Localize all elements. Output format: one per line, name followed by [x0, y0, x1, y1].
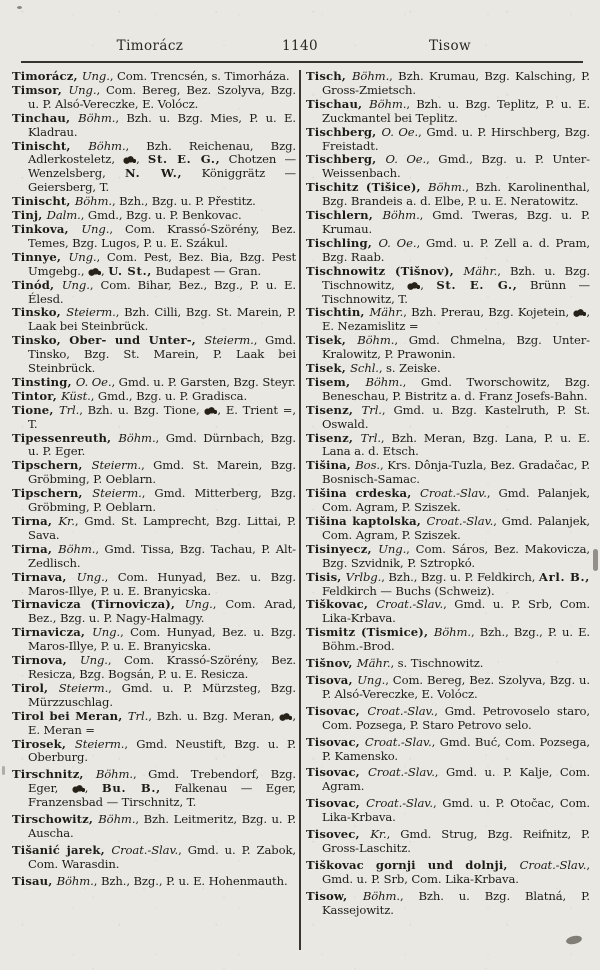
province-abbr: Ung.: [357, 672, 386, 687]
entry-headword: Tirol bei Meran,: [12, 708, 128, 723]
entry-text: , Krs. Dônja-Tuzla, Bez. Gradačac, P. Bosnisch-Samac.: [322, 458, 590, 487]
entry: [12, 432, 296, 460]
province-abbr: Steierm.: [91, 458, 142, 473]
entry: [12, 306, 296, 334]
entry-headword: Tinnye,: [12, 249, 69, 264]
province-abbr: Böhm.: [56, 873, 94, 888]
entry: [12, 710, 296, 738]
right-column: [306, 70, 590, 962]
entry-text: , Gmd. Chmelna, Bzg. Unter-Kralowitz, P. Prawonin.: [322, 333, 590, 362]
entry-headword: Tipschern,: [12, 486, 93, 501]
entry: [306, 362, 590, 376]
entry: [306, 487, 590, 515]
entry-text: , Gmd. u. P. Mürzsteg, Bzg. Mürzzuschlag.: [28, 680, 296, 709]
entry-headword: Tišina kaptolska,: [306, 514, 427, 528]
entry-text: ,: [84, 781, 102, 796]
entry: [306, 890, 590, 918]
railway-line-abbr: Bu. B.,: [101, 781, 161, 796]
entry-text: , Com. Krassó-Szörény, Bez. Resicza, Bzg. Bogsán, P. u. E. Resicza.: [28, 653, 296, 681]
entry-headword: Tirol,: [12, 680, 59, 695]
province-abbr: Böhm.: [382, 208, 420, 223]
entry-text: , Bzh. Karolinenthal, Bzg. Brandeis a. d. Elbe, P. u. E. Neratowitz.: [322, 180, 590, 209]
entry: [306, 571, 590, 599]
entry: [306, 543, 590, 571]
province-abbr: Dalm.: [46, 208, 81, 223]
entry-headword: Tinischt,: [12, 194, 75, 209]
entry-text: Königgrätz — Geiersberg, T.: [28, 166, 296, 195]
province-abbr: Ung.: [68, 82, 97, 97]
entry-text: , Bzh., Bzg. u. P. Přestitz.: [111, 194, 256, 209]
province-abbr: Trl.: [360, 430, 381, 445]
entry-text: ,: [101, 263, 109, 278]
province-abbr: Böhm.: [365, 374, 403, 389]
entry-headword: Tisovac,: [306, 734, 365, 749]
entry-headword: Tirschnitz,: [12, 767, 96, 782]
entry-headword: Tiškovac,: [306, 597, 377, 612]
entry-headword: Tisis,: [306, 569, 346, 584]
province-abbr: Ung.: [61, 277, 90, 292]
entry: [12, 251, 296, 279]
province-abbr: Böhm.: [74, 194, 112, 209]
entry-headword: Tirnova,: [12, 653, 80, 668]
entry-headword: Tirnavicza (Tirnovicza),: [12, 597, 185, 612]
province-abbr: Croat.-Slav.: [111, 842, 179, 857]
entry-text: , Bzh., Bzg. u. P. Feldkirch,: [381, 569, 539, 584]
entry-headword: Tischnowitz (Tišnov),: [306, 263, 464, 278]
province-abbr: Ung.: [81, 221, 110, 236]
entry-headword: Tišina crdeska,: [306, 486, 421, 501]
entry-text: , Bzh. u. Bzg. Tione,: [79, 402, 205, 417]
entry-headword: Tišanić jarek,: [12, 842, 112, 857]
province-abbr: O. Oe.: [381, 124, 419, 139]
entry-text: , Com. Hunyad, Bez. u. Bzg. Maros-Illye, P. u. E. Branyicska.: [28, 569, 296, 598]
province-abbr: O. Oe.: [75, 374, 112, 389]
entry: [306, 376, 590, 404]
telegraph-icon: [88, 268, 101, 276]
province-abbr: Küst.: [61, 388, 91, 403]
province-abbr: Croat.-Slav.: [376, 597, 444, 612]
entry-text: Brünn — Tischnowitz, T.: [322, 277, 590, 306]
entry: [12, 515, 296, 543]
entry-text: , Gmd. Tinsko, Bzg. St. Marein, P. Laak bei Steinbrück.: [28, 333, 296, 376]
entry-headword: Tisovac,: [306, 796, 367, 811]
entry-text: , Gmd. Palanjek, Com. Agram, P. Sziszek.: [322, 486, 590, 515]
entry-headword: Tintor,: [12, 388, 62, 403]
entry-headword: Tisenz,: [306, 430, 361, 445]
entry: [306, 674, 590, 702]
entry: [306, 306, 590, 334]
entry-text: , Gmd. St. Lamprecht, Bzg. Littai, P. Sava.: [28, 514, 296, 542]
telegraph-icon: [123, 156, 136, 164]
entry-headword: Tinischt,: [12, 138, 89, 153]
province-abbr: Croat.-Slav.: [426, 514, 494, 528]
entry: [306, 459, 590, 487]
header-right-keyword: Tisow: [429, 38, 471, 54]
entry-headword: Timorácz,: [12, 70, 82, 83]
telegraph-icon: [573, 309, 586, 317]
entry: [306, 126, 590, 154]
entry-text: Falkenau — Eger, Franzensbad — Tirschnitz, T.: [28, 781, 296, 810]
entry-text: Feldkirch — Buchs (Schweiz).: [322, 583, 495, 598]
entry-text: , Com. Hunyad, Bez. u. Bzg. Maros-Illye, P. u. E. Branyicska.: [28, 625, 296, 654]
entry-text: , Gmd. Dürnbach, Bzg. u. P. Eger.: [28, 430, 296, 459]
province-abbr: Steierm.: [204, 333, 254, 348]
entry-headword: Tischling,: [306, 235, 379, 250]
entry-text: , Bzh. Reichenau, Bzg. Adlerkosteletz,: [28, 138, 296, 167]
entry: [306, 797, 590, 825]
header-left-keyword: Timorácz: [116, 38, 184, 54]
entry-text: , Bzh. u. Bzg. Blatná, P. Kassejowitz.: [322, 888, 590, 917]
railway-line-abbr: N. W.,: [125, 166, 183, 181]
entry-text: , Gmd. Tweras, Bzg. u. P. Krumau.: [322, 208, 590, 236]
column-divider: [299, 70, 301, 950]
entry-text: , Com. Krassó-Szörény, Bez. Temes, Bzg. Lugos, P. u. E. Szákul.: [28, 221, 296, 250]
province-abbr: Böhm.: [88, 138, 126, 153]
entry-headword: Tisek,: [306, 361, 351, 376]
entry: [306, 181, 590, 209]
province-abbr: Böhm.: [58, 541, 96, 556]
entry-text: , Gmd. u. P. Garsten, Bzg. Steyr.: [111, 374, 296, 389]
entry-headword: Timsor,: [12, 82, 69, 97]
running-header: [0, 38, 600, 56]
entry-headword: Tischtin,: [306, 305, 370, 320]
telegraph-icon: [204, 407, 217, 415]
entry: [306, 98, 590, 126]
province-abbr: Mähr.: [369, 305, 404, 320]
telegraph-icon: [407, 282, 420, 290]
entry-text: , Gmd. u. Bzg. Kastelruth, P. St. Oswald.: [322, 402, 590, 431]
entry: [306, 626, 590, 654]
province-abbr: Croat.-Slav.: [366, 796, 433, 811]
province-abbr: Böhm.: [98, 812, 136, 827]
entry-headword: Tirnavicza,: [12, 625, 93, 640]
entry-headword: Tisek,: [306, 333, 358, 348]
entry: [12, 223, 296, 251]
entry-text: ,: [136, 152, 148, 167]
entry-text: , Gmd. Strug, Bzg. Reifnitz, P. Gross-Laschitz.: [322, 827, 590, 855]
entry-headword: Tisau,: [12, 873, 57, 888]
entry-text: , Com. Pest, Bez. Bia, Bzg. Pest Umgebg.,: [28, 249, 296, 278]
entry-headword: Tischau,: [306, 96, 370, 111]
province-abbr: Trl.: [58, 402, 80, 417]
entry-headword: Tisch,: [306, 70, 353, 83]
entry-text: , Com. Bereg, Bez. Szolyva, Bzg. u. P. Alsó-Vereczke, E. Volócz.: [322, 672, 590, 701]
text-columns: [12, 70, 592, 962]
province-abbr: Kr.: [58, 514, 75, 528]
scan-artifact: [2, 766, 5, 775]
entry-headword: Tinód,: [12, 277, 62, 292]
entry-text: , Gmd. Tworschowitz, Bzg. Beneschau, P. Bistritz a. d. Franz Josefs-Bahn.: [322, 374, 590, 403]
entry-headword: Tischlern,: [306, 208, 383, 223]
province-abbr: Bos.: [355, 458, 381, 473]
province-abbr: Croat.-Slav.: [367, 703, 435, 718]
entry: [12, 140, 296, 196]
entry-text: , Gmd., Bzg. u. P. Gradisca.: [90, 388, 248, 403]
province-abbr: Böhm.: [433, 625, 472, 640]
entry-headword: Tisow,: [306, 888, 363, 903]
header-rule: [21, 61, 583, 63]
entry: [12, 654, 296, 682]
province-abbr: Böhm.: [428, 180, 466, 195]
province-abbr: Böhm.: [352, 70, 390, 83]
entry-headword: Tischberg,: [306, 124, 382, 139]
entry-text: Chotzen — Wenzelsberg,: [28, 152, 296, 181]
entry-text: , Gmd. Tissa, Bzg. Tachau, P. Alt-Zedlisch.: [28, 541, 296, 570]
entry: [306, 657, 590, 671]
entry-text: , Com. Bereg, Bez. Szolyva, Bzg. u. P. Alsó-Vereczke, E. Volócz.: [28, 82, 296, 111]
entry-text: , Gmd., Bzg. u. P. Unter-Weissenbach.: [322, 152, 590, 181]
entry-text: , s. Zeiske.: [378, 361, 441, 376]
entry-text: , Com. Bihar, Bez., Bzg., P. u. E. Élesd.: [28, 277, 296, 306]
province-abbr: Ung.: [76, 569, 105, 584]
entry-text: , Bzh. Krumau, Bzg. Kalsching, P. Gross-Zmietsch.: [322, 70, 590, 97]
telegraph-icon: [72, 785, 85, 793]
entry: [12, 844, 296, 872]
entry: [12, 598, 296, 626]
province-abbr: Ung.: [92, 625, 121, 640]
entry: [306, 766, 590, 794]
railway-line-abbr: St. E. G.,: [436, 277, 518, 292]
province-abbr: Mähr.: [463, 263, 498, 278]
entry-text: , Bzh. Prerau, Bzg. Kojetein,: [403, 305, 574, 320]
province-abbr: Ung.: [79, 653, 108, 668]
province-abbr: Böhm.: [78, 110, 116, 125]
railway-line-abbr: Arl. B.,: [538, 569, 590, 584]
province-abbr: O. Oe.: [385, 152, 427, 167]
entry-text: Budapest — Gran.: [152, 263, 262, 278]
entry-headword: Tismitz (Tismice),: [306, 625, 434, 640]
entry: [12, 768, 296, 810]
province-abbr: Steierm.: [74, 736, 125, 751]
entry-text: , Gmd. u. P. Zell a. d. Pram, Bzg. Raab.: [322, 235, 590, 264]
entry-text: , Com. Sáros, Bez. Makovicza, Bzg. Szvidnik, P. Sztropkó.: [322, 541, 590, 570]
entry-headword: Tirosek,: [12, 736, 75, 751]
province-abbr: Trl.: [361, 402, 382, 417]
province-abbr: O. Oe.: [378, 235, 417, 250]
entry-text: , Bzh. Cilli, Bzg. St. Marein, P. Laak bei Steinbrück.: [28, 305, 296, 334]
province-abbr: Böhm.: [95, 767, 133, 782]
province-abbr: Böhm.: [362, 888, 400, 903]
entry-headword: Tischberg,: [306, 152, 386, 167]
entry: [12, 112, 296, 140]
entry: [12, 209, 296, 223]
province-abbr: Steierm.: [92, 486, 142, 501]
entry: [306, 209, 590, 237]
entry-headword: Tione,: [12, 402, 59, 417]
entry-headword: Tišina,: [306, 458, 356, 473]
entry: [12, 70, 296, 84]
entry: [306, 265, 590, 307]
entry-headword: Tinsko,: [12, 305, 67, 320]
entry: [306, 598, 590, 626]
province-abbr: Kr.: [370, 827, 387, 842]
entry: [306, 828, 590, 856]
entry-text: , Gmd., Bzg. u. P. Benkovac.: [80, 208, 242, 223]
entry: [12, 487, 296, 515]
province-abbr: Steierm.: [66, 305, 116, 320]
page-number: 1140: [282, 38, 318, 54]
entry-headword: Tisem,: [306, 374, 366, 389]
entry-headword: Tirschowitz,: [12, 812, 99, 827]
telegraph-icon: [279, 713, 292, 721]
entry: [306, 404, 590, 432]
entry-headword: Tinkova,: [12, 221, 82, 236]
entry-text: , Gmd. Mitterberg, Bzg. Gröbming, P. Oeblarn.: [28, 486, 296, 515]
entry: [306, 153, 590, 181]
entry: [306, 334, 590, 362]
entry-text: ,: [420, 277, 437, 292]
entry-text: , Bzh. Meran, Bzg. Lana, P. u. E. Lana a. d. Etsch.: [322, 430, 590, 459]
entry-headword: Tinchau,: [12, 110, 79, 125]
entry: [12, 543, 296, 571]
entry-text: , Gmd. Palanjek, Com. Agram, P. Sziszek.: [322, 514, 590, 542]
entry: [306, 515, 590, 543]
province-abbr: Vrlbg.: [345, 569, 382, 584]
entry-text: , Bzh. u. Bzg. Meran,: [148, 708, 280, 723]
entry: [12, 279, 296, 307]
entry-headword: Tisovac,: [306, 703, 368, 718]
railway-line-abbr: St. E. G.,: [147, 152, 221, 167]
entry: [12, 376, 296, 390]
province-abbr: Böhm.: [369, 96, 407, 111]
province-abbr: Böhm.: [357, 333, 395, 348]
province-abbr: Mähr.: [356, 656, 391, 671]
province-abbr: Ung.: [184, 597, 213, 612]
scan-artifact: [17, 6, 22, 9]
entry: [12, 334, 296, 376]
entry-headword: Tiškovac gornji und dolnji,: [306, 857, 520, 872]
entry: [12, 813, 296, 841]
entry-headword: Tinj,: [12, 208, 47, 223]
entry: [12, 626, 296, 654]
entry: [306, 705, 590, 733]
entry-text: , Gmd. u. P. Srb, Com. Lika-Krbava.: [322, 597, 590, 626]
province-abbr: Steierm.: [58, 680, 109, 695]
entry: [12, 195, 296, 209]
entry-text: , Bzh. u. Bzg. Mies, P. u. E. Kladrau.: [28, 110, 296, 139]
entry-headword: Tirna,: [12, 514, 59, 528]
entry: [12, 84, 296, 112]
province-abbr: Croat.-Slav.: [368, 765, 435, 780]
entry-text: , Com. Arad, Bez., Bzg. u. P. Nagy-Halmagy.: [28, 597, 296, 626]
entry-text: , Gmd. Petrovoselo staro, Com. Pozsega, P. Staro Petrovo selo.: [322, 703, 590, 732]
entry-text: , E. Meran =: [28, 708, 296, 737]
entry-headword: Tipschern,: [12, 458, 92, 473]
entry-headword: Tischitz (Tišice),: [306, 180, 429, 195]
province-abbr: Böhm.: [118, 430, 156, 445]
entry-text: , Gmd. u. P. Otočac, Com. Lika-Krbava.: [322, 796, 590, 825]
entry-headword: Tisenz,: [306, 402, 362, 417]
entry: [12, 404, 296, 432]
entry-text: , Com. Trencsén, s. Timorháza.: [109, 70, 290, 83]
entry-text: , Bzh. u. Bzg. Tischnowitz,: [322, 263, 590, 292]
entry-headword: Tišnov,: [306, 656, 357, 671]
entry-headword: Tinsting,: [12, 374, 76, 389]
entry-headword: Tisinyecz,: [306, 541, 379, 556]
province-abbr: Ung.: [81, 70, 110, 83]
entry-text: , Gmd. Neustift, Bzg. u. P. Oberburg.: [28, 736, 296, 765]
entry-text: , Gmd. u. P. Zabok, Com. Warasdin.: [28, 842, 296, 871]
entry-headword: Tinsko, Ober- und Unter-,: [12, 333, 205, 348]
entry-text: , Gmd. Trebendorf, Bzg. Eger,: [28, 767, 296, 796]
entry: [306, 70, 590, 98]
entry-headword: Tipessenreuth,: [12, 430, 119, 445]
province-abbr: Ung.: [378, 541, 407, 556]
entry-text: , Bzh., Bzg., P. u. E. Hohenmauth.: [93, 873, 288, 888]
entry-headword: Tirna,: [12, 541, 59, 556]
province-abbr: Schl.: [350, 361, 379, 376]
entry-text: , Gmd. u. P. Srb, Com. Lika-Krbava.: [322, 857, 590, 886]
entry-text: , Bzh., Bzg., P. u. E. Böhm.-Brod.: [322, 625, 590, 654]
entry-text: , s. Tischnowitz.: [390, 656, 484, 671]
province-abbr: Croat.-Slav.: [519, 857, 587, 872]
scan-artifact: [593, 549, 598, 571]
entry: [12, 875, 296, 889]
entry-text: , Gmd. u. P. Hirschberg, Bzg. Freistadt.: [322, 124, 590, 153]
entry-text: , E. Trient =, T.: [28, 402, 296, 431]
province-abbr: Trl.: [127, 708, 149, 723]
entry: [306, 859, 590, 887]
entry: [306, 432, 590, 460]
entry-headword: Tisova,: [306, 672, 358, 687]
entry: [12, 459, 296, 487]
province-abbr: Croat.-Slav.: [420, 486, 487, 501]
entry-text: , Bzh. Leitmeritz, Bzg. u. P. Auscha.: [28, 812, 296, 840]
left-column: [12, 70, 296, 962]
entry-text: , Bzh. u. Bzg. Teplitz, P. u. E. Zuckmantel bei Teplitz.: [322, 96, 590, 125]
entry-headword: Tisovec,: [306, 827, 371, 842]
entry: [12, 738, 296, 766]
entry: [12, 682, 296, 710]
entry-text: , Gmd. u. P. Kalje, Com. Agram.: [322, 765, 590, 794]
entry: [306, 736, 590, 764]
entry: [12, 390, 296, 404]
province-abbr: Croat.-Slav.: [364, 734, 432, 749]
entry: [306, 237, 590, 265]
entry-headword: Tirnava,: [12, 569, 77, 584]
province-abbr: Ung.: [68, 249, 97, 264]
entry-headword: Tisovac,: [306, 765, 368, 780]
entry-text: , Gmd. St. Marein, Bzg. Gröbming, P. Oeblarn.: [28, 458, 296, 487]
entry: [12, 571, 296, 599]
entry-text: , E. Nezamislitz =: [322, 305, 590, 334]
railway-line-abbr: U. St.,: [108, 263, 153, 278]
entry-text: , Gmd. Buć, Com. Pozsega, P. Kamensko.: [322, 734, 590, 763]
